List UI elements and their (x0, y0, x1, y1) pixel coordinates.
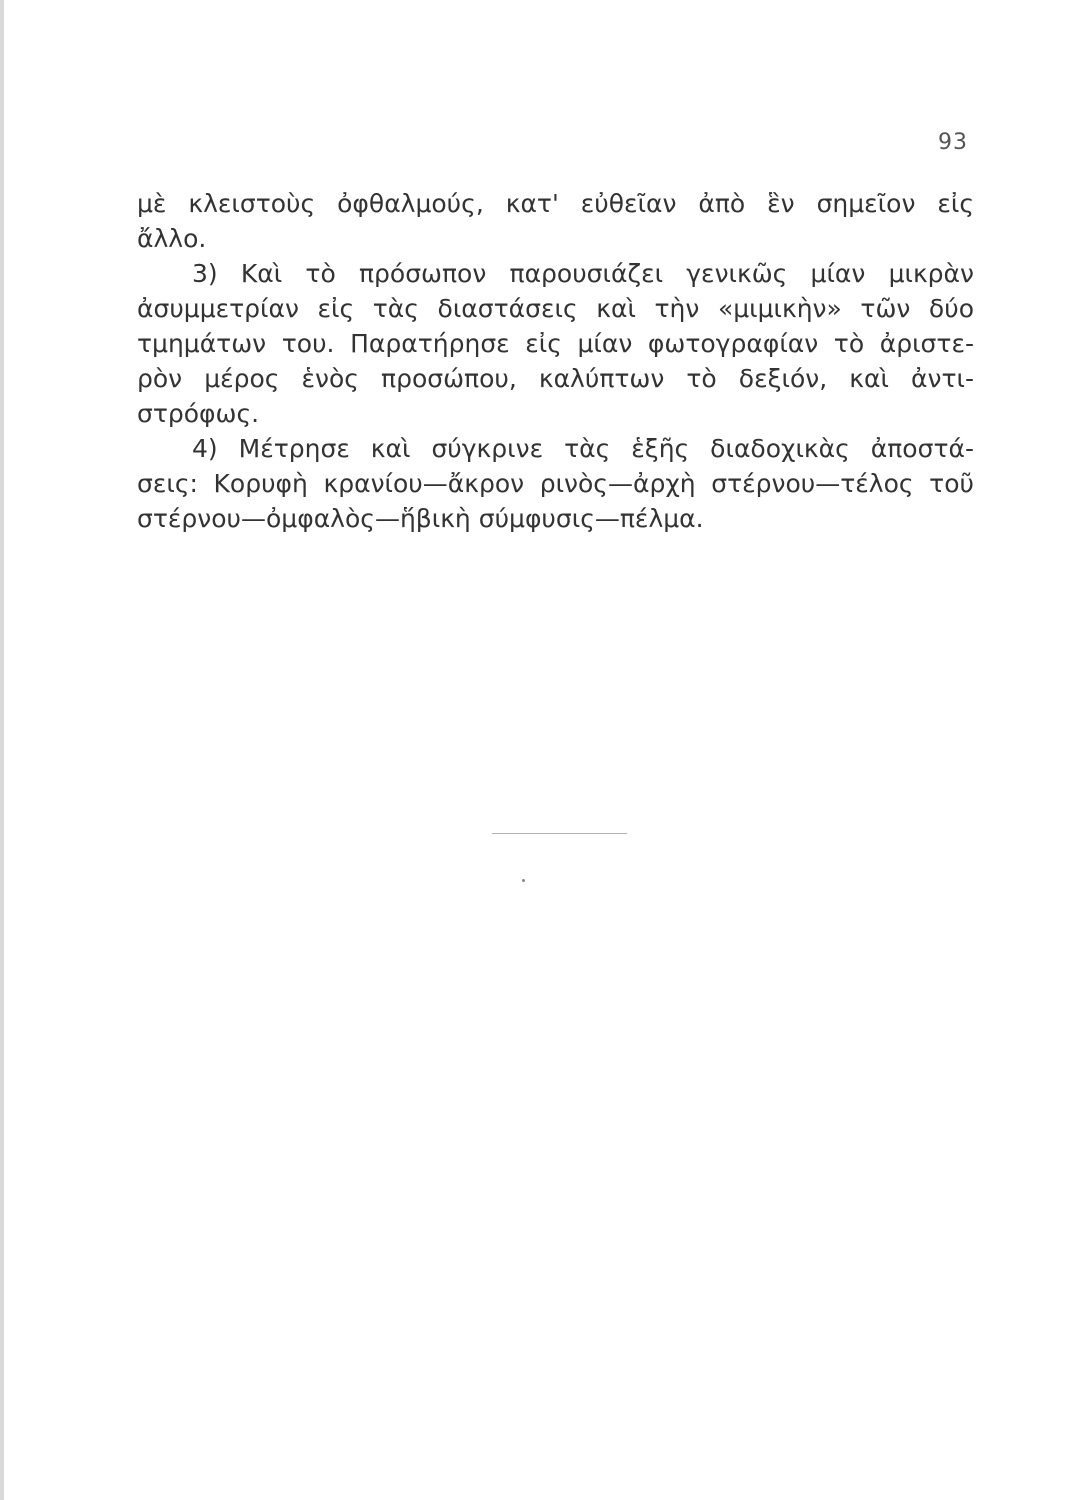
page-number: 93 (938, 130, 968, 155)
text-line: ἀσυμμετρίαν εἰς τὰς διαστάσεις καὶ τὴν «μιμικὴν» τῶν δύο (137, 294, 974, 323)
text-line: ρὸν μέρος ἑνὸς προσώπου, καλύπτων τὸ δεξιόν, καὶ ἀντι- (137, 364, 974, 393)
paragraph-4-start: 4) Μέτρησε καὶ σύγκρινε τὰς ἑξῆς διαδοχικὰς ἀποστά- (192, 434, 974, 463)
text-line: στέρνου—ὀμφαλὸς—ἥβικὴ σύμφυσις—πέλμα. (137, 504, 704, 533)
text-line: ἄλλο. (137, 224, 207, 253)
body-text (137, 186, 974, 536)
paragraph-3-start: 3) Καὶ τὸ πρόσωπον παρουσιάζει γενικῶς μίαν μικρὰν (192, 259, 974, 288)
text-line: σεις: Κορυφὴ κρανίου—ἄκρον ρινὸς—ἀρχὴ στέρνου—τέλος τοῦ (137, 469, 974, 498)
text-line: τμημάτων του. Παρατήρησε εἰς μίαν φωτογραφίαν τὸ ἀριστε- (137, 329, 974, 358)
text-line: στρόφως. (137, 399, 260, 428)
text-line: μὲ κλειστοὺς ὀφθαλμούς, κατ' εὐθεῖαν ἀπὸ ἓν σημεῖον εἰς (137, 189, 974, 218)
section-divider (492, 833, 627, 834)
print-speck (522, 879, 525, 882)
page-edge-shadow (0, 0, 4, 1500)
